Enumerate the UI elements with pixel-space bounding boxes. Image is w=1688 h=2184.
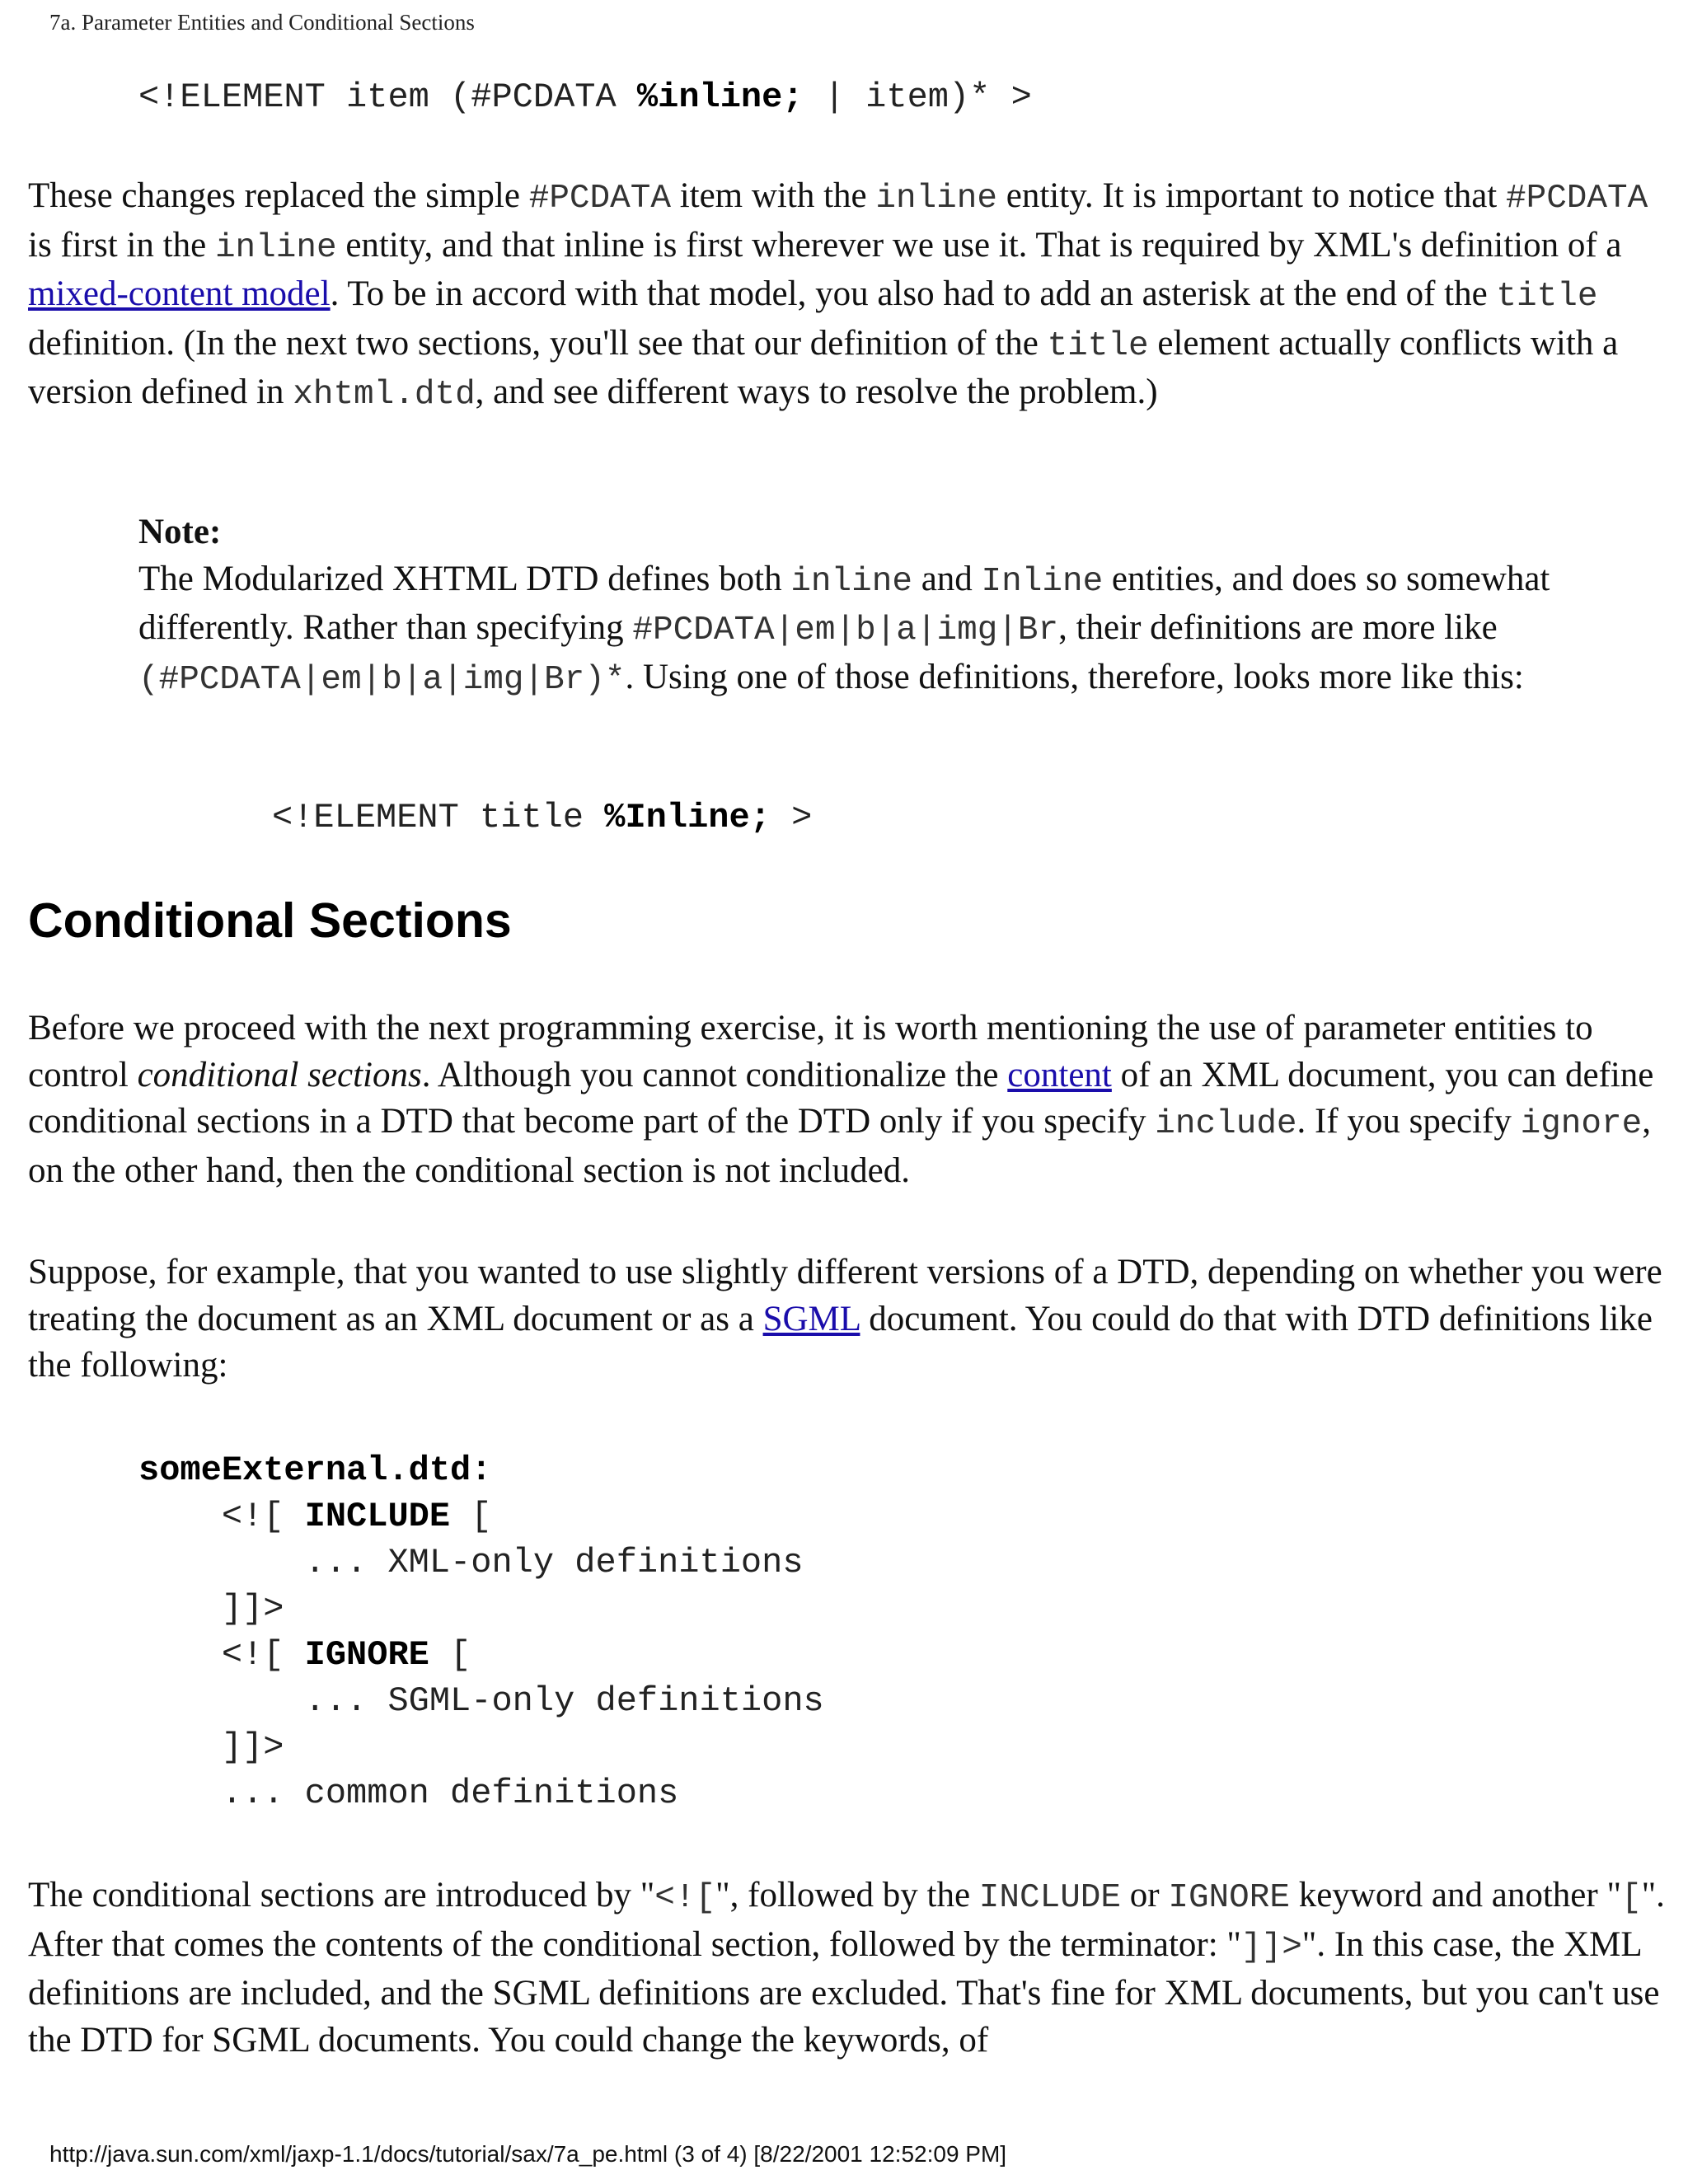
note-text: The Modularized XHTML DTD defines both inline and Inline entities, and does so somewhat differently. Rather than specifying #PCDATA|em|b|a|img|Br, their definitions are more like (#PCDATA|em|b|a|img|Br)*. Using one of those definitions, therefore, looks more like this: — [138, 559, 1550, 699]
code-conditional-sections: someExternal.dtd: <![ INCLUDE [ ... XML-only definitions ]]> <![ IGNORE [ ... SGML-only definitions ]]> ... common definitions — [138, 1451, 824, 1813]
paragraph-conditional-syntax: The conditional sections are introduced by "<![", followed by the INCLUDE or IGNORE keyword and another "[". After that comes the contents of the conditional section, followed by the terminator: "]]>". In this case, the XML definitions are included, and the SGML definitions are excluded. That's fine for XML documents, but you can't use the DTD for SGML documents. You could change the keywords, of — [28, 1876, 1665, 2060]
paragraph-xml-sgml: Suppose, for example, that you wanted to use slightly different versions of a DTD, depending on whether you were treating the document as an XML document or as a SGML document. You could do that with DTD definitions like the following: — [28, 1253, 1662, 1385]
page-header-title: 7a. Parameter Entities and Conditional Sections — [49, 10, 475, 35]
mixed-content-model-link[interactable]: mixed-content model — [28, 274, 331, 313]
code-item-element: <!ELEMENT item (#PCDATA %inline; | item)* > — [138, 77, 1032, 117]
note-label: Note: — [138, 513, 222, 551]
code-filename: someExternal.dtd: — [138, 1451, 492, 1490]
content-link[interactable]: content — [1007, 1055, 1112, 1094]
page-footer-url: http://java.sun.com/xml/jaxp-1.1/docs/tutorial/sax/7a_pe.html (3 of 4) [8/22/2001 12:52:09 PM] — [49, 2141, 1007, 2167]
sgml-link[interactable]: SGML — [762, 1299, 860, 1338]
paragraph-inline-entity: These changes replaced the simple #PCDATA item with the inline entity. It is important to notice that #PCDATA is first in the inline entity, and that inline is first wherever we use it. That is required by XML's definition of a mixed-content model. To be in accord with that model, you also had to add an asterisk at the end of the title definition. (In the next two sections, you'll see that our definition of the title element actually conflicts with a version defined in xhtml.dtd, and see different ways to resolve the problem.) — [28, 176, 1648, 414]
paragraph-conditional-intro: Before we proceed with the next programming exercise, it is worth mentioning the use of parameter entities to control conditional sections. Although you cannot conditionalize the content of an XML document, you can define conditional sections in a DTD that become part of the DTD only if you specify include. If you specify ignore, on the other hand, then the conditional section is not included. — [28, 1009, 1654, 1190]
note-box — [138, 509, 1639, 703]
code-title-element: <!ELEMENT title %Inline; > — [272, 798, 813, 837]
section-heading: Conditional Sections — [28, 893, 512, 948]
